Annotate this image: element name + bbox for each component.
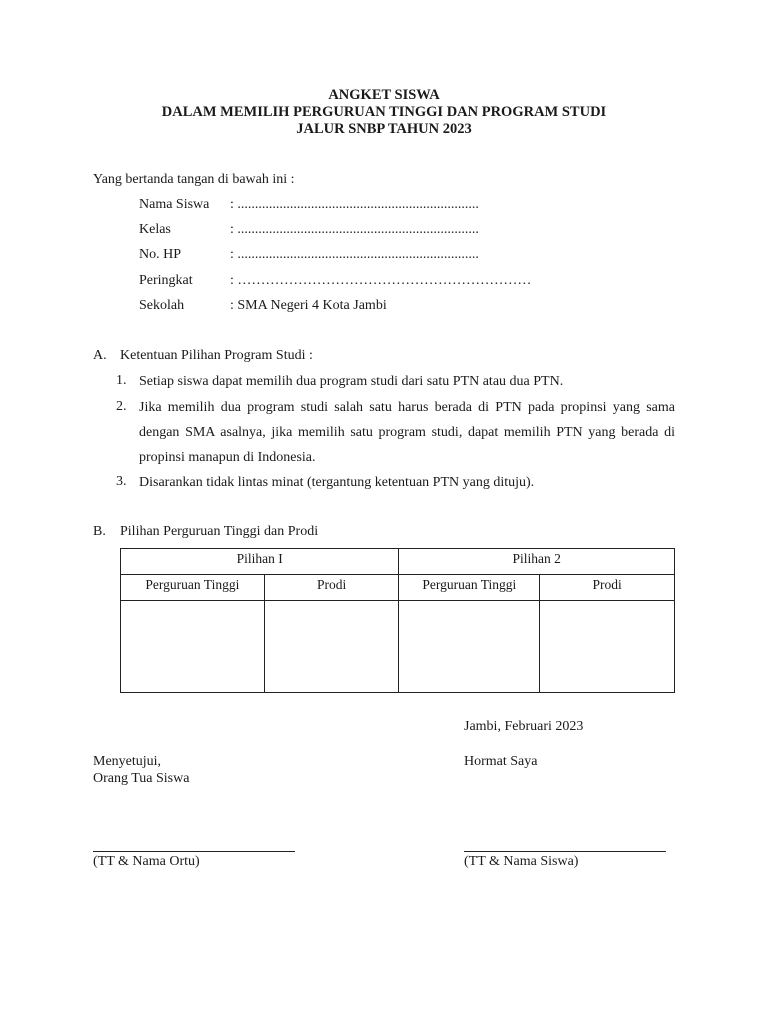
section-b-marker: B. <box>93 524 106 539</box>
field-value-kelas[interactable]: : ..................................................................... <box>230 222 479 237</box>
table-group-pilihan-2: Pilihan 2 <box>399 549 675 575</box>
section-b-title: Pilihan Perguruan Tinggi dan Prodi <box>120 524 319 539</box>
rule-3-number: 3. <box>116 474 127 489</box>
field-value-sekolah: : SMA Negeri 4 Kota Jambi <box>230 298 387 313</box>
rule-1-text: Setiap siswa dapat memilih dua program studi dari satu PTN atau dua PTN. <box>139 374 564 389</box>
parent-signature-line[interactable] <box>93 851 295 852</box>
field-value-peringkat[interactable]: : ……………………………………………………… <box>230 273 532 288</box>
entry-cell-perguruan-tinggi-2[interactable] <box>399 601 540 693</box>
field-label-peringkat: Peringkat <box>139 273 193 288</box>
table-group-pilihan-1: Pilihan I <box>121 549 399 575</box>
place-date: Jambi, Februari 2023 <box>464 719 584 734</box>
parent-label: Orang Tua Siswa <box>93 771 190 786</box>
student-closing-label: Hormat Saya <box>464 754 538 769</box>
field-value-nama[interactable]: : ..................................................................... <box>230 197 479 212</box>
section-a-title: Ketentuan Pilihan Program Studi : <box>120 348 313 363</box>
entry-cell-perguruan-tinggi-1[interactable] <box>121 601 265 693</box>
field-label-hp: No. HP <box>139 247 182 262</box>
field-value-hp[interactable]: : ..................................................................... <box>230 247 479 262</box>
table-group-header-row <box>121 549 675 575</box>
student-signature-line[interactable] <box>464 851 666 852</box>
table-entry-row <box>121 601 675 693</box>
table-header-perguruan-tinggi-1: Perguruan Tinggi <box>121 575 265 601</box>
field-label-nama: Nama Siswa <box>139 197 210 212</box>
rule-2-text: Jika memilih dua program studi salah satu harus berada di PTN pada propinsi yang sama dengan SMA asalnya, jika memilih satu program studi, dapat memilih PTN yang berada di propinsi manapun di Indonesia. <box>139 400 675 465</box>
table-header-prodi-1: Prodi <box>264 575 399 601</box>
table-header-prodi-2: Prodi <box>540 575 675 601</box>
table-header-perguruan-tinggi-2: Perguruan Tinggi <box>399 575 540 601</box>
parent-signature-caption: (TT & Nama Ortu) <box>93 854 200 869</box>
section-a-marker: A. <box>93 348 107 363</box>
approval-label: Menyetujui, <box>93 754 162 769</box>
document-title: ANGKET SISWA <box>328 87 440 103</box>
choice-table <box>120 548 675 693</box>
intro-text: Yang bertanda tangan di bawah ini : <box>93 172 295 187</box>
document-subtitle-year: JALUR SNBP TAHUN 2023 <box>296 121 472 137</box>
entry-cell-prodi-2[interactable] <box>540 601 675 693</box>
rule-1-number: 1. <box>116 373 127 388</box>
table-column-header-row <box>121 575 675 601</box>
student-signature-caption: (TT & Nama Siswa) <box>464 854 579 869</box>
document-subtitle: DALAM MEMILIH PERGURUAN TINGGI DAN PROGRAM STUDI <box>161 104 607 120</box>
field-label-kelas: Kelas <box>139 222 171 237</box>
rule-3-text: Disarankan tidak lintas minat (tergantung ketentuan PTN yang dituju). <box>139 475 535 490</box>
entry-cell-prodi-1[interactable] <box>264 601 399 693</box>
field-label-sekolah: Sekolah <box>139 298 185 313</box>
rule-2-number: 2. <box>116 399 127 414</box>
